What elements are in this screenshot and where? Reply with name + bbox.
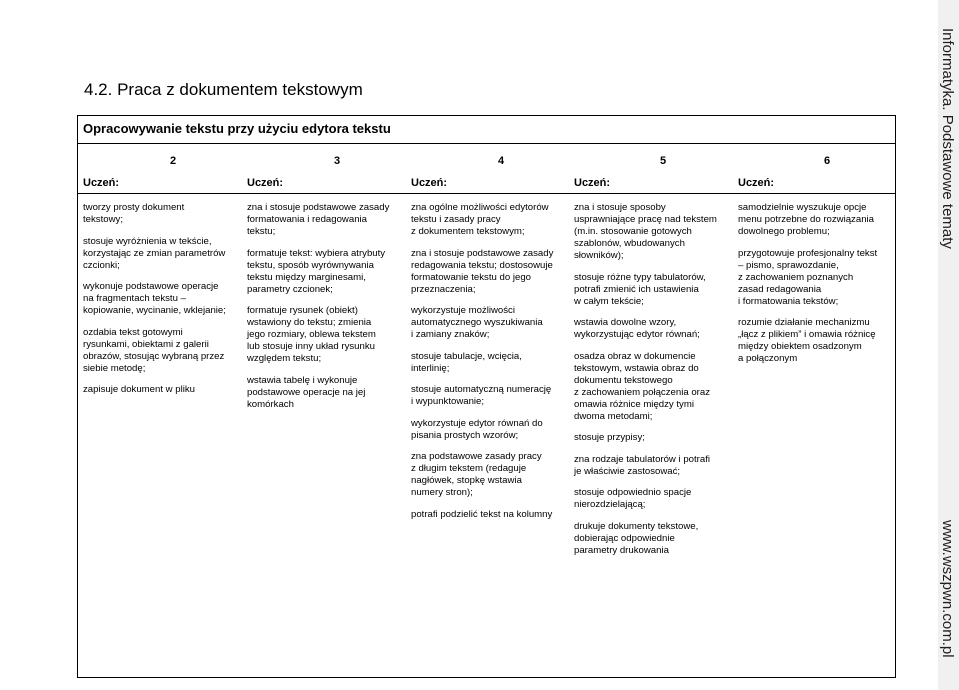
requirement-line: siebie metodę; — [83, 362, 146, 374]
requirement-line: formatuje rysunek (obiekt) — [247, 305, 358, 316]
requirement-item — [247, 248, 389, 296]
requirement-line: korzystając ze zmian parametrów — [83, 247, 226, 259]
requirement-line: przeznaczenia; — [411, 283, 476, 295]
requirement-line: (m.in. stosowanie gotowych — [574, 226, 692, 237]
requirement-line: zna podstawowe zasady pracy — [411, 451, 542, 462]
grades-header-row — [78, 144, 896, 194]
requirement-line: tekstowym, wstawia obraz do — [574, 362, 699, 374]
requirement-line: stosuje przypisy; — [574, 432, 645, 443]
requirement-line: nagłówek, stopkę wstawia — [411, 475, 522, 486]
requirement-item — [738, 248, 877, 308]
requirement-line: formatowanie tekstu do jego — [411, 271, 531, 283]
requirement-line: ozdabia tekst gotowymi — [83, 326, 183, 338]
requirement-line: obrazów, stosując wybraną przez — [83, 350, 225, 362]
requirement-line: dobierając odpowiednie — [574, 532, 675, 544]
requirement-line: stosuje automatyczną numerację — [411, 384, 552, 395]
table-caption: Opracowywanie tekstu przy użyciu edytora tekstu — [83, 121, 391, 136]
requirement-item — [411, 451, 553, 499]
requirement-line: tekstu i zasady pracy — [411, 214, 501, 225]
requirement-line: tekstowy; — [83, 214, 123, 225]
requirement-item — [574, 351, 717, 423]
requirement-line: zna ogólne możliwości edytorów — [411, 202, 549, 213]
requirement-line: zna rodzaje tabulatorów i potrafi — [574, 453, 710, 465]
requirement-line: stosuje odpowiednio spacje — [574, 487, 692, 498]
requirement-item — [411, 351, 553, 375]
requirement-line: zna i stosuje podstawowe zasady — [247, 202, 390, 213]
requirement-line: interlinię; — [411, 362, 450, 374]
grade-number: 4 — [497, 155, 505, 167]
requirement-item — [574, 521, 717, 557]
table-caption-cell — [78, 116, 896, 144]
requirement-item — [574, 272, 717, 308]
requirement-item — [247, 305, 389, 365]
grade-number: 2 — [169, 155, 177, 167]
requirement-line: dowolnego problemu; — [738, 226, 830, 237]
requirement-line: stosuje różne typy tabulatorów, — [574, 271, 706, 283]
requirement-item — [574, 487, 717, 511]
requirement-line: redagowania tekstu; dostosowuje — [411, 259, 553, 271]
grade-column-5 — [574, 202, 717, 566]
requirement-line: z zachowaniem poznanych — [738, 271, 854, 283]
requirement-line: je właściwie zastosować; — [574, 465, 681, 477]
requirement-line: zasad redagowania — [738, 283, 822, 295]
column-header: Uczeń: — [83, 177, 120, 189]
requirement-line: zna i stosuje sposoby — [574, 202, 666, 213]
requirement-line: menu potrzebne do rozwiązania — [738, 214, 874, 225]
grade-column-2 — [83, 202, 226, 406]
requirement-line: wykorzystując edytor równań; — [574, 329, 700, 340]
requirement-line: drukuje dokumenty tekstowe, — [574, 520, 699, 532]
requirement-item — [738, 317, 877, 365]
requirement-line: stosuje wyróżnienia w tekście, — [83, 235, 212, 247]
requirement-item — [83, 281, 226, 317]
column-header: Uczeń: — [411, 177, 448, 189]
requirement-line: z długim tekstem (redaguje — [411, 463, 527, 474]
requirement-item — [574, 202, 717, 262]
requirement-line: wykorzystuje edytor równań do — [411, 417, 543, 429]
requirement-line: osadza obraz w dokumencie — [574, 350, 696, 362]
requirement-line: przygotowuje profesjonalny tekst — [738, 247, 878, 259]
requirement-line: parametry drukowania — [574, 544, 669, 556]
requirement-line: z dokumentem tekstowym; — [411, 226, 525, 237]
side-label-website: www.wszpwn.com.pl — [939, 520, 956, 658]
requirement-line: względem tekstu; — [247, 353, 322, 364]
requirement-item — [411, 248, 553, 296]
requirement-line: tworzy prosty dokument — [83, 202, 185, 213]
requirement-line: i zamiany znaków; — [411, 329, 490, 340]
requirement-line: zapisuje dokument w pliku — [83, 384, 195, 395]
requirement-item — [247, 202, 389, 238]
column-header: Uczeń: — [574, 177, 611, 189]
requirements-body — [78, 194, 896, 678]
requirement-line: między obiektem osadzonym — [738, 341, 862, 352]
requirement-item — [574, 317, 717, 341]
grade-number: 6 — [823, 155, 831, 167]
requirement-line: wstawia dowolne wzory, — [574, 317, 677, 328]
requirement-line: podstawowe operacje na jej — [247, 386, 366, 398]
grade-column-4 — [411, 202, 553, 530]
grade-number: 5 — [659, 155, 667, 167]
curriculum-table — [77, 115, 896, 678]
requirement-line: słowników); — [574, 250, 624, 261]
requirement-line: tekstu między marginesami, — [247, 271, 366, 283]
requirement-line: czcionki; — [83, 259, 120, 271]
requirement-line: tekstu; — [247, 226, 276, 237]
requirement-item — [83, 202, 226, 226]
requirement-item — [574, 432, 717, 444]
requirement-line: zna i stosuje podstawowe zasady — [411, 247, 554, 259]
requirement-line: komórkach — [247, 398, 294, 410]
requirement-line: omawia różnice między tymi — [574, 398, 694, 410]
column-header: Uczeń: — [738, 177, 775, 189]
requirement-line: na fragmentach tekstu – — [83, 293, 186, 304]
requirement-item — [247, 375, 389, 411]
requirement-item — [411, 509, 553, 521]
requirement-line: dwoma metodami; — [574, 410, 653, 422]
requirement-line: usprawniające pracę nad tekstem — [574, 214, 717, 225]
requirement-line: automatycznego wyszukiwania — [411, 317, 543, 328]
grade-number: 3 — [333, 155, 341, 167]
requirement-item — [411, 202, 553, 238]
requirement-line: z zachowaniem połączenia oraz — [574, 386, 710, 398]
requirement-line: wstawia tabelę i wykonuje — [247, 374, 358, 386]
requirement-item — [738, 202, 877, 238]
requirement-line: wstawiony do tekstu; zmienia — [247, 317, 372, 328]
requirement-line: dokumentu tekstowego — [574, 374, 673, 386]
requirement-line: potrafi zmienić ich ustawienia — [574, 283, 699, 295]
requirement-line: nierozdzielającą; — [574, 499, 646, 510]
requirement-line: wykorzystuje możliwości — [411, 305, 515, 316]
requirement-line: numery stron); — [411, 487, 473, 498]
requirement-line: „łącz z plikiem” i omawia różnicę — [738, 329, 876, 340]
requirement-line: a połączonym — [738, 353, 798, 364]
requirement-line: rozumie działanie mechanizmu — [738, 317, 870, 328]
column-header: Uczeń: — [247, 177, 284, 189]
requirement-item — [83, 384, 226, 396]
requirement-line: stosuje tabulacje, wcięcia, — [411, 350, 522, 362]
requirement-line: szablonów, wbudowanych — [574, 238, 685, 249]
requirement-item — [411, 418, 553, 442]
requirement-item — [83, 236, 226, 272]
side-label-subject: Informatyka. Podstawowe tematy — [939, 28, 956, 249]
requirement-line: jego rozmiary, oblewa tekstem — [247, 329, 376, 340]
requirement-line: lub stosuje inny układ rysunku — [247, 341, 375, 352]
requirement-item — [83, 327, 226, 375]
requirement-line: potrafi podzielić tekst na kolumny — [411, 508, 553, 520]
requirement-line: – pismo, sprawozdanie, — [738, 259, 839, 271]
requirement-line: formatowania i redagowania — [247, 214, 367, 225]
requirement-item — [574, 454, 717, 478]
requirement-line: tekstu, sposób wyrównywania — [247, 259, 374, 271]
requirement-line: pisania prostych wzorów; — [411, 429, 519, 441]
grade-column-3 — [247, 202, 389, 420]
requirement-item — [411, 305, 553, 341]
requirement-line: i formatowania tekstów; — [738, 295, 839, 307]
grade-column-6 — [738, 202, 877, 375]
requirement-line: w całym tekście; — [574, 295, 644, 307]
requirement-line: samodzielnie wyszukuje opcje — [738, 202, 867, 213]
section-title: 4.2. Praca z dokumentem tekstowym — [84, 80, 363, 99]
requirement-line: kopiowanie, wycinanie, wklejanie; — [83, 305, 226, 316]
requirement-line: parametry czcionek; — [247, 283, 333, 295]
requirement-line: wykonuje podstawowe operacje — [83, 281, 219, 292]
requirement-line: rysunkami, obiektami z galerii — [83, 338, 209, 350]
requirement-line: formatuje tekst: wybiera atrybuty — [247, 247, 386, 259]
requirement-item — [411, 384, 553, 408]
requirement-line: i wypunktowanie; — [411, 396, 485, 407]
